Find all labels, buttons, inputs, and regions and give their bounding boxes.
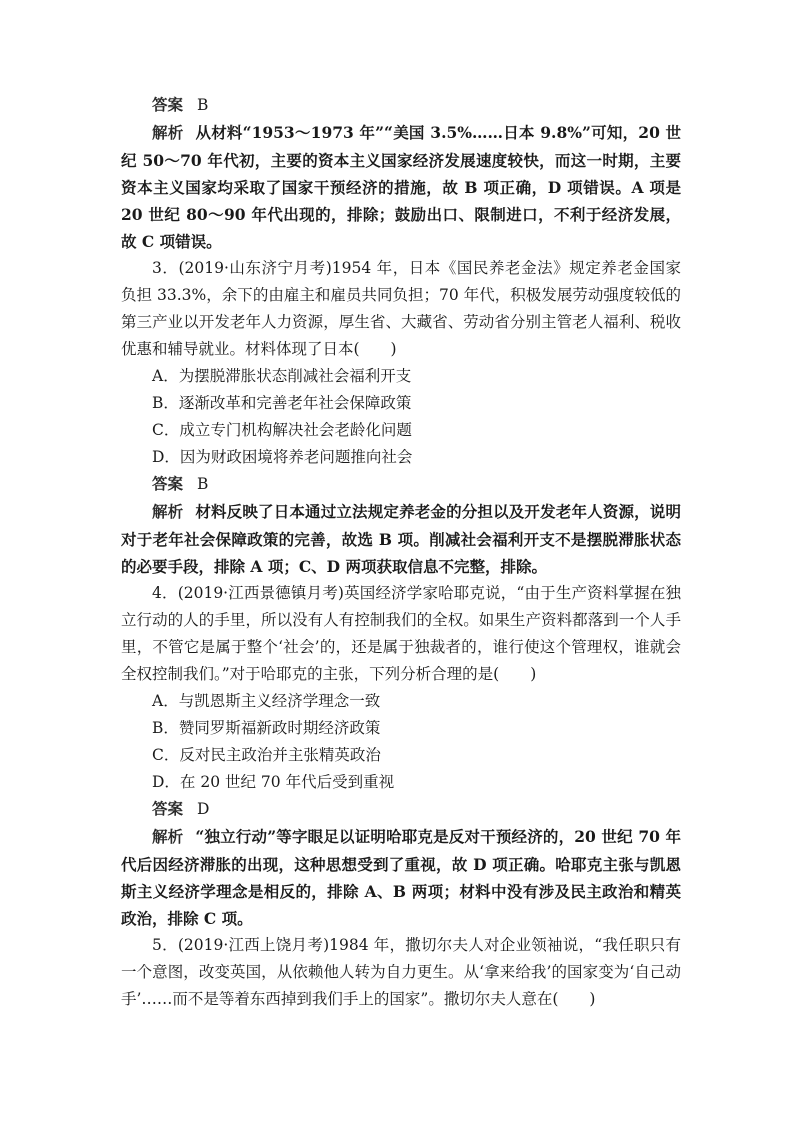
q4-analysis xyxy=(121,823,681,932)
q3-option-d: D．因为财政困境将养老问题推向社会 xyxy=(152,448,413,466)
q2-analysis-text: 从材料“1953～1973 年”“美国 3.5%……日本 9.8%”可知，20 世纪 50～70 年代初，主要的资本主义国家经济发展速度较快，而这一时期，主要资本主义国家均采取了国家干预经济的措施，故 B 项正确，D 项错误。A 项是 20 世纪 80～90 年代出现的，排除；鼓励出口、限制进口，不利于经济发展，故 C 项错误。 xyxy=(121,123,681,251)
q4-option-d: D．在 20 世纪 70 年代后受到重视 xyxy=(152,773,395,791)
q4-option-b: B．赞同罗斯福新政时期经济政策 xyxy=(152,719,381,737)
q3-stem: 3．(2019·山东济宁月考)1954 年，日本《国民养老金法》规定养老金国家负担 33.3%，余下的由雇主和雇员共同负担；70 年代，积极发展劳动强度较低的第三产业以开发老年人力资源，厚生省、大藏省、劳动省分别主管老人福利、税收优惠和辅导就业。材料体现了日本( ) xyxy=(121,259,681,358)
q3-analysis-text: 材料反映了日本通过立法规定养老金的分担以及开发老年人资源，说明对于老年社会保障政策的完善，故选 B 项。削减社会福利开支不是摆脱滞胀状态的必要手段，排除 A 项；C、D 两项获取信息不完整，排除。 xyxy=(121,502,681,576)
answer-label: 答案 xyxy=(152,475,184,493)
q3-answer: B xyxy=(197,475,209,493)
q4-answer: D xyxy=(197,800,210,818)
q3-option-a: A．为摆脱滞胀状态削减社会福利开支 xyxy=(152,367,412,385)
analysis-label: 解析 xyxy=(152,828,184,846)
q4-answer-line xyxy=(121,796,681,823)
q3-option-b: B．逐渐改革和完善老年社会保障政策 xyxy=(152,394,412,412)
q4-stem: 4．(2019·江西景德镇月考)英国经济学家哈耶克说，“由于生产资料掌握在独立行动的人的手里，所以没有人有控制我们的全权。如果生产资料都落到一个人手里，不管它是属于整个‘社会’的，还是属于独裁者的，谁行使这个管理权，谁就会全权控制我们。”对于哈耶克的主张，下列分析合理的是( ) xyxy=(121,584,681,683)
answer-label: 答案 xyxy=(152,96,184,114)
q2-answer: B xyxy=(197,96,209,114)
q2-answer-line xyxy=(121,92,681,119)
q4-option-c: C．反对民主政治并主张精英政治 xyxy=(152,746,381,764)
document-page xyxy=(121,92,681,1013)
answer-label: 答案 xyxy=(152,800,184,818)
q3-answer-line xyxy=(121,471,681,498)
q2-analysis xyxy=(121,119,681,255)
analysis-label: 解析 xyxy=(152,503,184,521)
q3-option-c: C．成立专门机构解决社会老龄化问题 xyxy=(152,421,412,439)
q4-analysis-text: “独立行动”等字眼足以证明哈耶克是反对干预经济的，20 世纪 70 年代后因经济滞胀的出现，这种思想受到了重视，故 D 项正确。哈耶克主张与凯恩斯主义经济学理念是相反的，排除 A、B 两项；材料中没有涉及民主政治和精英政治，排除 C 项。 xyxy=(121,827,681,928)
analysis-label: 解析 xyxy=(152,124,184,142)
q3-analysis xyxy=(121,498,681,580)
q4-option-a: A．与凯恩斯主义经济学理念一致 xyxy=(152,692,381,710)
q5-stem: 5．(2019·江西上饶月考)1984 年，撒切尔夫人对企业领袖说，“我任职只有一个意图，改变英国，从依赖他人转为自力更生。从‘拿来给我’的国家变为‘自己动手’……而不是等着东西掉到我们手上的国家”。撒切尔夫人意在( ) xyxy=(121,936,681,1008)
